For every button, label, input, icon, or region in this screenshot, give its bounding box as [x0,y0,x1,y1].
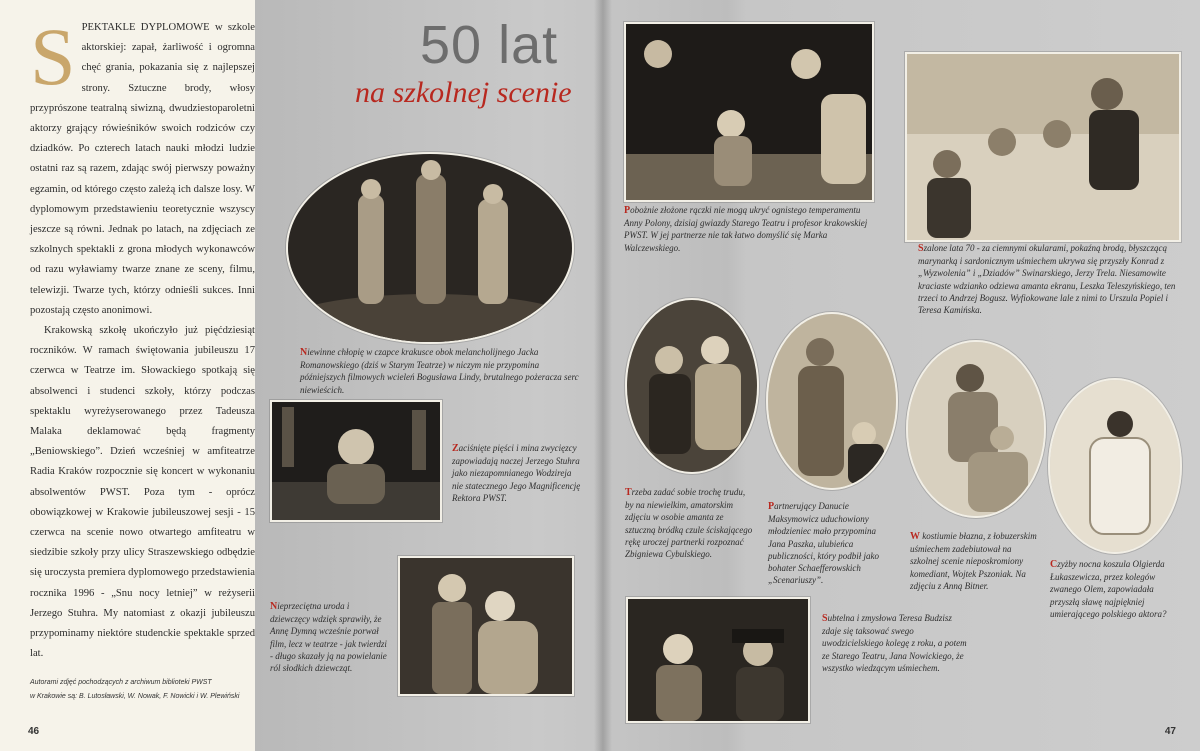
photo-oval-paszek [766,312,898,490]
page-subtitle: na szkolnej scenie [355,76,572,109]
caption-7: Partnerujący Danucie Maksymowicz uduchowiony młodzieniec mało przypomina Jana Paszka, ulubieńca publiczności, który podbił jako bohater Schaefferowskich „Scenariuszy”. [768,501,879,586]
paragraph-1: PEKTAKLE DYPLOMOWE w szkole aktorskiej: zapał, żarliwość i ogromna chęć grania, pokazania się z najlepszej strony. Sztuczne brody, włosy przyprószone teatralną siwizną, dwudziestoparoletni aktorzy grający rówieśników swoich rodziców czy dziadków. Po czterech latach nauki młodzi ludzie ostatni raz są razem, zdając swój pierwszy poważny egzamin, od którego często zależą ich dalsze losy. W dyplomowym przedstawieniu teoretycznie wszyscy jeszcze są równi. Jednak po latach, na zdjęciach ze szkolnych spektakli z grona młodych wykonawców od razu wyławiamy twarze znane ze sceny, filmu, telewizji. Twarze tych, którzy odnieśli sukces. Inni pozostają często anonimowi. [30,22,255,316]
photo-dymna [398,556,574,696]
caption-4: Pobożnie złożone rączki nie mogą ukryć ognistego temperamentu Anny Polony, dzisiaj gwiazdy Starego Teatru i profesor krakowskiej PWST. W jej partnerze nie tak łatwo domyślić się Marka Walczewskiego. [624,205,868,253]
page-title: 50 lat [420,15,559,75]
drop-cap: S [30,11,76,102]
article-body [30,11,255,665]
caption-8: W kostiumie błazna, z łobuzerskim uśmiechem zadebiutował na szkolnej scenie nieposkromiony komediant, Wojtek Pszoniak. Na zdjęciu z Anną Bitner. [910,531,1037,591]
page-number-right: 47 [1164,726,1176,737]
photo-polony [624,22,874,202]
credits-line-2: w Krakowie są: B. Lutosławski, W. Nowak, F. Nowicki i W. Plewiński [30,693,240,700]
photo-trela [905,52,1181,242]
photo-oval-pszoniak [906,340,1046,518]
photo-budzisz [626,597,810,723]
credits-line-1: Autorami zdjęć pochodzących z archiwum biblioteki PWST [30,679,212,686]
caption-2: Zaciśnięte pięści i mina zwycięzcy zapowiadają naczej Jerzego Stuhra jako niezapomnianego Wodzireja nie statecznego Jego Magnificencję Rektora PWST. [452,443,581,503]
paragraph-2: Krakowską szkołę ukończyło już pięćdziesiąt roczników. W ramach świętowania jubileuszu 17 czerwca w Teatrze im. Słowackiego spotkają się absolwenci i studenci szkoły, którzy podczas spektaklu wyreżyserowanego przez Tadeusza Malaka deklamować będą fragmenty „Beniowskiego”. Dzień wcześniej w amfiteatrze Radia Kraków rozpocznie się koncert w wykonaniu absolwentów PWST. Poza tym - oprócz obowiązkowej w Krakowie jubileuszowej sesji - 15 czerwca na scenie nowo otwartego amfiteatru w siedzibie szkoły przy ulicy Straszewskiego odbędzie się uroczysta premiera dyplomowego przedstawienia rocznika 1996 - „Snu nocy letniej” w reżyserii Jerzego Stuhra. My natomiast z okazji jubileuszu przypominamy niektóre studenckie spektakle sprzed lat. [30,325,255,660]
caption-5: Szalone lata 70 - za ciemnymi okularami, pokaźną brodą, błyszczącą marynarką i sardonicznym uśmiechem ukrywa się przyszły Konrad z „Wyzwolenia” i „Dziadów” Swinarskiego, Jerzy Trela. Niesamowite kraciaste wdzianko odziewa amanta ekranu, Leszka Teleszyńskiego, ten trzeci to Andrzej Bogusz. Wyfiokowane lale z nimi to Urszula Popiel i Teresa Kamińska. [918,243,1176,316]
caption-6: Trzeba zadać sobie trochę trudu, by na niewielkim, amatorskim zdjęciu w osobie amanta ze sztuczną bródką czule ściskającego rękę uroczej partnerki rozpoznać Zbigniewa Cybulskiego. [625,487,753,560]
photo-oval-cybulski [625,298,759,474]
photo-stuhr [270,400,442,522]
photo-oval-lukaszewicz [1048,378,1182,554]
caption-3: Nieprzeciętna uroda i dziewczęcy wdzięk sprawiły, że Annę Dymną wcześnie porwał film, lecz w teatrze - jak twierdzi - długo skazały ją na powielanie ról słodkich dziewcząt. [270,601,387,674]
photo-oval-linda [286,152,574,344]
photo-credits [30,676,255,704]
page-number-left: 46 [28,726,40,737]
caption-10: Subtelna i zmysłowa Teresa Budzisz zdaje się taksować swego uwodzicielskiego kolegę z roku, a potem ze Starego Teatru, Jana Nowickiego, że wszystko wiedzącym uśmiechem. [822,613,967,673]
caption-9: Czyżby nocna koszula Olgierda Łukaszewicza, przez kolegów zwanego Olem, zapowiadała przyszłą sławę najpiękniej umierającego polskiego aktora? [1050,559,1167,619]
page-gutter [594,0,612,751]
caption-1: Niewinne chłopię w czapce krakusce obok melancholijnego Jacka Romanowskiego (dziś w Starym Teatrze) w niczym nie przypomina późniejszych filmowych wcieleń Bogusława Lindy, brutalnego pożeracza serc niewieścich. [300,347,579,395]
